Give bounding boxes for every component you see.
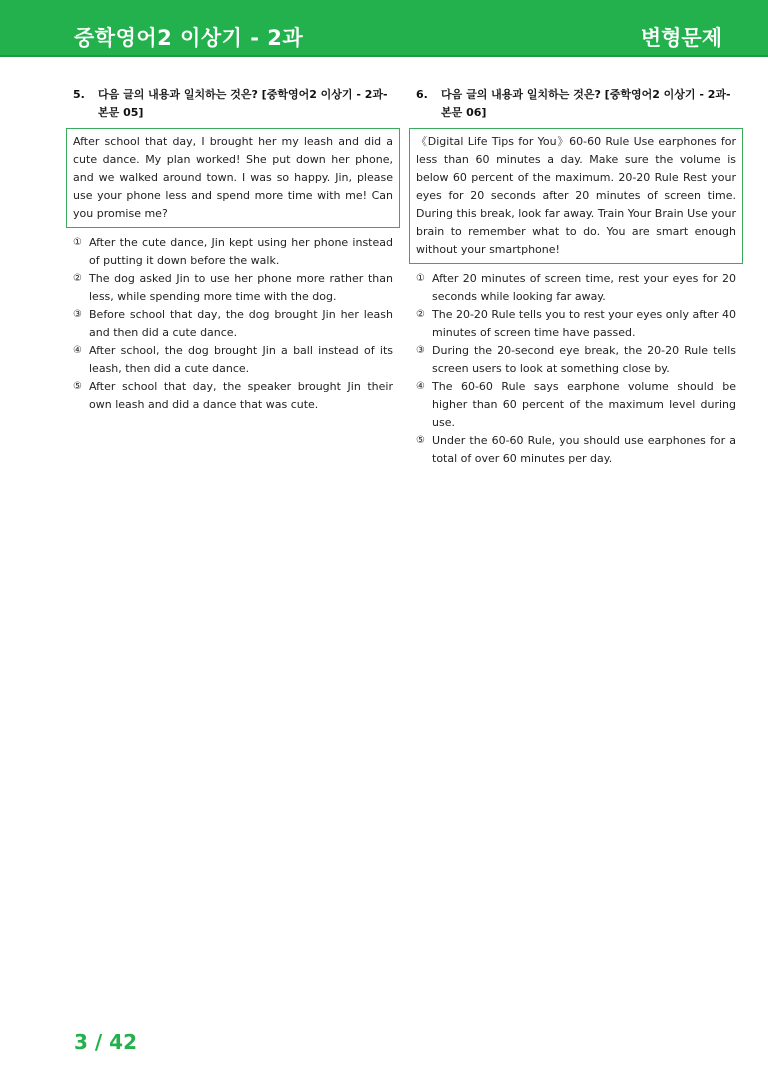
choice-3[interactable] [416,342,736,378]
choice-text: After 20 minutes of screen time, rest your eyes for 20 seconds while looking far away. [432,272,736,303]
choice-5[interactable] [416,432,736,468]
choice-text: After school that day, the speaker brought Jin their own leash and did a dance that was cute. [89,380,393,411]
choice-mark: ⑤ [416,435,425,446]
choice-text: Before school that day, the dog brought Jin her leash and then did a cute dance. [89,308,393,339]
question-number: 6. [416,88,428,101]
choice-2[interactable] [73,270,393,306]
question-5 [73,86,393,414]
choice-mark: ③ [416,345,425,356]
page-header [0,0,768,57]
choice-text: The dog asked Jin to use her phone more rather than less, while spending more time with the dog. [89,272,393,303]
header-title: 중학영어2 이상기 - 2과 [74,26,304,50]
question-number: 5. [73,88,85,101]
question-header [73,86,393,122]
choice-4[interactable] [416,378,736,432]
choice-1[interactable] [73,234,393,270]
choice-text: The 20-20 Rule tells you to rest your eyes only after 40 minutes of screen time have passed. [432,308,736,339]
question-prompt: 다음 글의 내용과 일치하는 것은? [중학영어2 이상기 - 2과-본문 06] [441,88,731,119]
choice-text: After the cute dance, Jin kept using her phone instead of putting it down before the walk. [89,236,393,267]
choice-mark: ① [416,273,425,284]
choice-4[interactable] [73,342,393,378]
page-number: 3 / 42 [74,1030,137,1054]
choice-mark: ③ [73,309,82,320]
choice-mark: ④ [416,381,425,392]
choice-mark: ⑤ [73,381,82,392]
header-category: 변형문제 [640,26,722,50]
choice-5[interactable] [73,378,393,414]
choice-mark: ② [73,273,82,284]
choice-2[interactable] [416,306,736,342]
choice-list [73,234,393,414]
choice-mark: ④ [73,345,82,356]
choice-text: After school, the dog brought Jin a ball instead of its leash, then did a cute dance. [89,344,393,375]
passage-box: 《Digital Life Tips for You》60-60 Rule Use earphones for less than 60 minutes a day. Make sure the volume is below 60 percent of the maximum. 20-20 Rule Rest your eyes for 20 seconds after 20 minutes of screen time. During this break, look far away. Train Your Brain Use your brain to remember what to do. You are smart enough without your smartphone! [409,128,743,264]
choice-1[interactable] [416,270,736,306]
choice-text: During the 20-second eye break, the 20-20 Rule tells screen users to look at something close by. [432,344,736,375]
question-header [416,86,736,122]
choice-3[interactable] [73,306,393,342]
question-6 [416,86,736,468]
choice-mark: ① [73,237,82,248]
passage-box: After school that day, I brought her my leash and did a cute dance. My plan worked! She put down her phone, and we walked around town. I was so happy. Jin, please use your phone less and spend more time with me! Can you promise me? [66,128,400,228]
choice-text: Under the 60-60 Rule, you should use earphones for a total of over 60 minutes per day. [432,434,736,465]
choice-text: The 60-60 Rule says earphone volume should be higher than 60 percent of the maximum level during use. [432,380,736,429]
choice-mark: ② [416,309,425,320]
question-prompt: 다음 글의 내용과 일치하는 것은? [중학영어2 이상기 - 2과-본문 05] [98,88,388,119]
choice-list [416,270,736,468]
